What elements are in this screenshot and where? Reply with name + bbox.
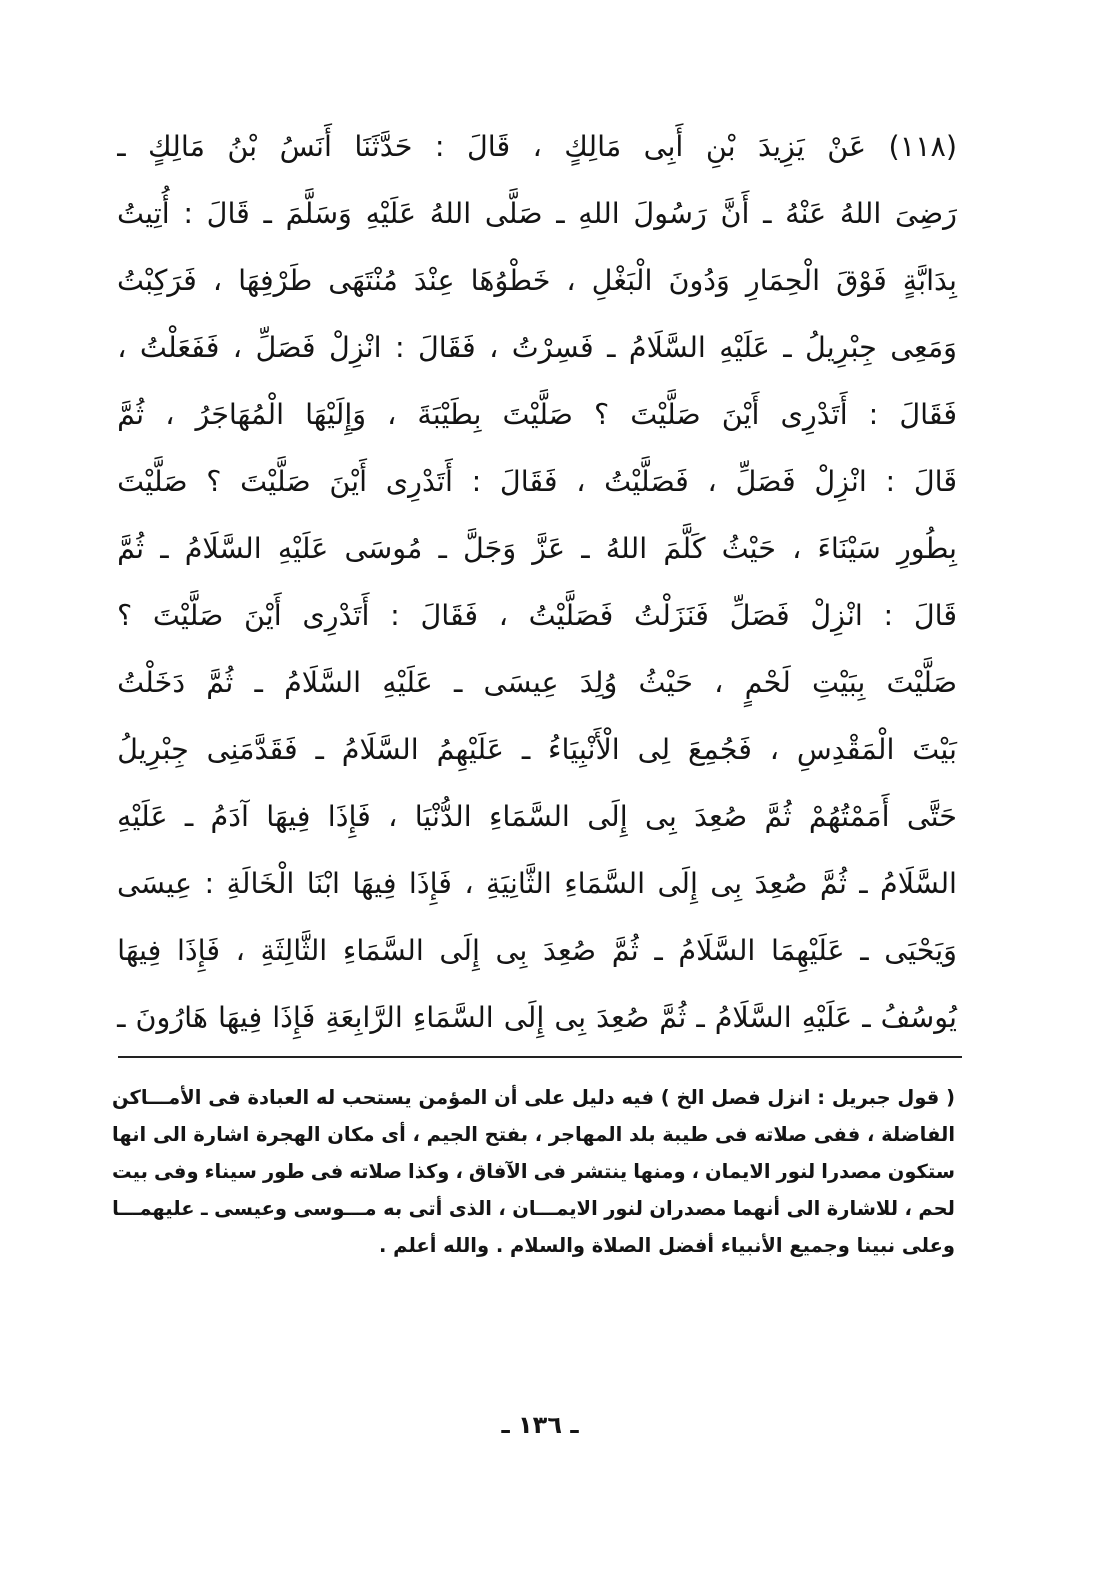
word: ـ (263, 195, 272, 230)
word: الأمـــاكن (112, 1086, 202, 1109)
word: الى (152, 1123, 187, 1146)
word: ـ (859, 865, 868, 900)
word: ـ (654, 932, 663, 967)
word: السَّلَامُ (714, 999, 792, 1034)
word: انْزِلْ (329, 329, 382, 364)
word: الدُّنْيَا (414, 798, 472, 833)
word: : (183, 195, 193, 230)
word: ، (489, 329, 499, 364)
word: لِى (637, 731, 671, 766)
word: طَرْفِهَا (238, 262, 313, 297)
word: لحم (918, 1197, 955, 1220)
word: يُوسُفُ (880, 999, 957, 1034)
word: أَيْنَ (721, 396, 760, 431)
word: : (817, 1086, 826, 1109)
word: فَفَعَلْتُ (139, 329, 220, 364)
word: فَصَلِّ (735, 463, 796, 498)
word: ثُمَّ (117, 396, 145, 431)
word: السَّمَاءِ (564, 865, 646, 900)
word: الْبَغْلِ (591, 262, 653, 297)
word: صَلَّيْتَ (117, 463, 188, 498)
word: مصدران (649, 1197, 727, 1220)
word: السَّلَامُ (678, 932, 756, 967)
word: بلد (628, 1123, 656, 1146)
text-line (117, 179, 957, 246)
word: الى (786, 1197, 821, 1220)
word: فَسِرْتُ (511, 329, 594, 364)
word: فَصَلَّيْتُ (604, 463, 689, 498)
word: : (883, 597, 894, 632)
word: ـ (763, 195, 772, 230)
word: به (383, 1197, 403, 1220)
word: أى (381, 1123, 406, 1146)
word: كَلَّمَ (663, 530, 706, 565)
word: عَزَّ (532, 530, 566, 565)
word: صُعِدَ (754, 865, 808, 900)
word: الثَّالِثَةِ (260, 932, 328, 967)
word: فِيهَا (117, 932, 162, 967)
word: عليهمـــا (112, 1197, 195, 1220)
word: وُلِدَ (579, 664, 618, 699)
word: على (524, 1086, 566, 1109)
word: الايمان (705, 1160, 771, 1183)
word: صَلَّيْتَ (152, 597, 224, 632)
word: فى (533, 1160, 567, 1183)
word: وَجَلَّ (462, 530, 517, 565)
text-line (117, 849, 957, 916)
word: جبريل (831, 1086, 891, 1109)
text-line (117, 715, 957, 782)
word: فَإِذَا (176, 932, 221, 967)
word: فَصَلِّ (255, 329, 316, 364)
word: ينتشر (572, 1160, 628, 1183)
word: صُعِدَ (694, 798, 748, 833)
word: انها (112, 1123, 147, 1146)
word: للاشارة (826, 1197, 899, 1220)
word: حَيْثُ (721, 530, 776, 565)
word: فَقَدَّمَنِى (206, 731, 298, 766)
word: فَوْقَ (836, 262, 887, 297)
word: عِيسَى (117, 865, 193, 900)
word: فصل (711, 1086, 761, 1109)
word: أَنَّ (720, 195, 750, 230)
word: انْزِلْ (810, 597, 863, 632)
word: فَإِذَا (272, 999, 316, 1034)
text-line (117, 648, 957, 715)
word: (١١٨) (888, 128, 957, 163)
word: ؟ (594, 396, 610, 431)
word: ، (769, 731, 779, 766)
word: جِبْرِيلُ (117, 731, 189, 766)
word: ، (232, 329, 243, 364)
word: عَلَيْهِ (117, 798, 168, 833)
word: السَّلَامُ (628, 329, 706, 364)
word: مصدرا (821, 1160, 882, 1183)
word: ؟ (117, 597, 133, 632)
word: عَلَيْهِ (382, 664, 433, 699)
word: ، (387, 396, 397, 431)
word: ، (412, 1123, 420, 1146)
page-number: ـ ١٣٦ ـ (501, 1411, 579, 1439)
word: السَّمَاءِ (412, 999, 494, 1034)
word: فى (715, 1123, 748, 1146)
word: بِبَيْتِ (811, 664, 866, 699)
word: يستحب (341, 1086, 412, 1109)
word: رَسُولَ (633, 195, 707, 230)
word: لنور (776, 1160, 816, 1183)
word: ، (691, 1160, 699, 1183)
word: أتى (408, 1197, 443, 1220)
footnote-divider (118, 1056, 962, 1058)
word: فَقَالَ (418, 329, 476, 364)
word: ، (117, 329, 127, 364)
word: الجيم (426, 1123, 478, 1146)
word: إِلَى (503, 999, 545, 1034)
word: بفتح (484, 1123, 529, 1146)
word: مُوسَى (344, 530, 423, 565)
word: أَيْنَ (244, 597, 282, 632)
word: الْحِمَارِ (745, 262, 821, 297)
word: الآفاق (468, 1160, 528, 1183)
word: حَتَّى (906, 798, 957, 833)
word: مَالِكٍ (564, 128, 622, 163)
word: سَيْنَاءَ (817, 530, 881, 565)
word: أَتَدْرِى (780, 396, 848, 431)
word: المهاجر (548, 1123, 623, 1146)
word: فِيهَا (266, 798, 311, 833)
word: لنور (604, 1197, 643, 1220)
word: اللهُ (605, 530, 648, 565)
word: وعيسى (214, 1197, 288, 1220)
word: قَالَ (466, 128, 511, 163)
word: أَتَدْرِى (385, 463, 453, 498)
word: ؟ (206, 463, 222, 498)
word: عَلَيْهِ (801, 999, 853, 1034)
word: فَقَالَ (499, 463, 558, 498)
word: ( (946, 1086, 955, 1109)
word: فى (310, 1160, 344, 1183)
word: عِيسَى (483, 664, 559, 699)
word: ابْنَا (306, 865, 340, 900)
word: ، (212, 262, 223, 297)
word: خَطْوُهَا (470, 262, 551, 297)
word: طور (262, 1160, 305, 1183)
footnote-line (112, 1153, 955, 1190)
word: قَالَ (206, 195, 250, 230)
word: الْمُهَاجَرُ (195, 396, 285, 431)
word: بِدَابَّةٍ (902, 262, 957, 297)
word: العبادة (247, 1086, 310, 1109)
word: فَصَلَّيْتُ (528, 597, 614, 632)
word: فَجُمِعَ (687, 731, 752, 766)
word: : (434, 128, 445, 163)
text-line (117, 380, 957, 447)
word: قَالَ (913, 463, 957, 498)
word: اللهِ (578, 195, 620, 230)
word: ـ (200, 1197, 208, 1220)
word: صَلَّى (484, 195, 543, 230)
word: فِيهَا (217, 999, 263, 1034)
word: ، (165, 396, 175, 431)
word: مُنْتَهَى (328, 262, 398, 297)
word: وَمَعِى (890, 329, 957, 364)
word: ، (464, 865, 474, 900)
word: ـ (438, 530, 447, 565)
word: ـ (862, 999, 871, 1034)
word: ـ (117, 999, 126, 1034)
word: : (885, 463, 896, 498)
word: ـ (453, 664, 463, 699)
text-line (117, 112, 957, 179)
word: ـ (315, 731, 324, 766)
word: الخ (676, 1086, 705, 1109)
hadith-text (117, 112, 957, 1050)
word: إِلَى (587, 798, 628, 833)
word: السَّلَامُ (880, 865, 957, 900)
word: انْزِلْ (814, 463, 867, 498)
word: ـ (184, 798, 194, 833)
word: ستكون (887, 1160, 955, 1183)
word: أَتَدْرِى (302, 597, 370, 632)
word: ـ (160, 530, 169, 565)
word: : (868, 396, 879, 431)
word: ثُمَّ (117, 530, 145, 565)
word: وَيَحْيَى (884, 932, 957, 967)
word: الثَّانِيَةِ (485, 865, 552, 900)
word: فَرَكِبْتُ (117, 262, 197, 297)
word: الفاضلة (881, 1123, 955, 1146)
word: فيه (621, 1086, 654, 1109)
word: انزل (767, 1086, 811, 1109)
word: بْنِ (705, 128, 736, 163)
word: صَلَّيْتَ (886, 664, 957, 699)
word: ـ (860, 932, 869, 967)
word: ، (707, 463, 717, 498)
word: المؤمن (418, 1086, 488, 1109)
word: فَإِذَا (327, 798, 371, 833)
word: فَقَالَ (899, 396, 957, 431)
word: الْخَالَةِ (226, 865, 295, 900)
word: صَلَّيْتَ (240, 463, 311, 498)
word: ، (904, 1197, 912, 1220)
word: اللهُ (839, 195, 882, 230)
word: صلاته (349, 1160, 403, 1183)
word: ـ (607, 329, 616, 364)
word: مـــوسى (293, 1197, 377, 1220)
word: الهجرة (255, 1123, 321, 1146)
word: حَيْثُ (638, 664, 693, 699)
word: ـ (556, 195, 565, 230)
word: عَلَيْهِ (365, 195, 417, 230)
word: بِى (495, 932, 528, 967)
word: ، (532, 128, 542, 163)
word: أَبِى (643, 128, 684, 163)
word: عَلَيْهِ (719, 329, 770, 364)
footnote-line-last: وعلى نبينا وجميع الأنبياء أفضل الصلاة والسلام . والله أعلم . (378, 1234, 955, 1257)
word: عِنْدَ (413, 262, 455, 297)
word: مَالِكٍ (148, 128, 205, 163)
word: عَنْهُ (785, 195, 827, 230)
word: ـ (783, 329, 792, 364)
word: ـ (521, 731, 531, 766)
word: ثُمَّ (611, 932, 639, 967)
word: بَيْتَ (912, 731, 957, 766)
word: ، (235, 932, 245, 967)
word: اشارة (193, 1123, 250, 1146)
word: ثُمَّ (206, 664, 234, 699)
word: بِطَيْبَةَ (417, 396, 482, 431)
word: عَلَيْهِمُ (436, 731, 504, 766)
text-line (117, 514, 957, 581)
footnote-line (112, 1079, 955, 1116)
word: : (394, 329, 405, 364)
text-line (117, 983, 957, 1050)
word: وَسَلَّمَ (285, 195, 352, 230)
word: وفى (153, 1160, 199, 1183)
word: ، (534, 1123, 543, 1146)
word: فَنَزَلْتُ (634, 597, 709, 632)
word: أن (494, 1086, 518, 1109)
word: السَّمَاءِ (488, 798, 570, 833)
word: له (316, 1086, 336, 1109)
word: مكان (327, 1123, 375, 1146)
word: وَإِلَيْهَا (305, 396, 367, 431)
word: ، (498, 1197, 506, 1220)
word: يَزِيدَ (758, 128, 805, 163)
word: الذى (448, 1197, 492, 1220)
word: ، (566, 262, 576, 297)
word: أَنَسُ (279, 128, 332, 163)
word: الْأَنْبِيَاءُ (548, 731, 620, 766)
word: : (204, 865, 215, 900)
text-line (117, 782, 957, 849)
word: عَلَيْهِمَا (771, 932, 845, 967)
word: ـ (581, 530, 590, 565)
word: ، (455, 1160, 463, 1183)
word: ومنها (633, 1160, 686, 1183)
word: سيناء (204, 1160, 257, 1183)
word: فى (208, 1086, 241, 1109)
word: ، (388, 798, 398, 833)
word: دَخَلْتُ (117, 664, 186, 699)
word: رَضِىَ (895, 195, 957, 230)
word: الرَّابِعَةِ (325, 999, 403, 1034)
word: آدَمُ (210, 798, 249, 833)
word: صُعِدَ (596, 999, 650, 1034)
word: صُعِدَ (542, 932, 597, 967)
word: فَقَالَ (420, 597, 479, 632)
word: ، (792, 530, 802, 565)
word: هَارُونَ (135, 999, 208, 1034)
word: ـ (117, 128, 126, 163)
word: فَإِذَا (408, 865, 452, 900)
word: فَصَلِّ (729, 597, 790, 632)
word: ، (498, 597, 508, 632)
word: عَنْ (827, 128, 867, 163)
word: السَّمَاءِ (342, 932, 424, 967)
footnote-line (112, 1190, 955, 1227)
word: الايمـــان (512, 1197, 598, 1220)
word: بِى (645, 798, 677, 833)
word: صلاته (754, 1123, 807, 1146)
word: أَمَمْتُهُمْ (808, 798, 890, 833)
word: ثُمَّ (764, 798, 792, 833)
word: إِلَى (657, 865, 698, 900)
word: قول (897, 1086, 940, 1109)
word: بِى (554, 999, 587, 1034)
word: أنهما (732, 1197, 781, 1220)
word: وَدُونَ (668, 262, 730, 297)
text-line (117, 246, 957, 313)
footnote-line (112, 1116, 955, 1153)
word: ـ (254, 664, 263, 699)
word: ثُمَّ (659, 999, 687, 1034)
word: اللهُ (429, 195, 472, 230)
word: إِلَى (439, 932, 480, 967)
word: السَّلَامُ (184, 530, 262, 565)
word: عَلَيْهِ (277, 530, 329, 565)
word: ـ (696, 999, 705, 1034)
word: فِيهَا (352, 865, 397, 900)
word: ، (576, 463, 586, 498)
word: صَلَّيْتَ (502, 396, 573, 431)
text-line (117, 581, 957, 648)
word: قَالَ (913, 597, 957, 632)
word: السَّلَامُ (284, 664, 362, 699)
text-line (117, 447, 957, 514)
word: ، (714, 664, 724, 699)
word: : (471, 463, 482, 498)
word: جِبْرِيلُ (805, 329, 877, 364)
word: السَّلَامُ (341, 731, 419, 766)
word: : (390, 597, 400, 632)
word: ففى (813, 1123, 861, 1146)
word: حَدَّثَنَا (354, 128, 413, 163)
word: بيت (112, 1160, 148, 1183)
word: أَيْنَ (329, 463, 368, 498)
word: ) (660, 1086, 670, 1109)
text-line (117, 313, 957, 380)
word: بِى (710, 865, 743, 900)
word: دليل (572, 1086, 615, 1109)
word: بِطُورِ (896, 530, 957, 565)
word: أُتِيتُ (117, 195, 170, 230)
footnote (112, 1079, 955, 1264)
word: بْنُ (227, 128, 258, 163)
word: وكذا (408, 1160, 450, 1183)
word: ثُمَّ (819, 865, 847, 900)
text-line (117, 916, 957, 983)
word: ، (866, 1123, 875, 1146)
word: طيبة (662, 1123, 709, 1146)
word: الْمَقْدِسِ (796, 731, 895, 766)
word: لَحْمٍ (744, 664, 791, 699)
word: صَلَّيْتَ (630, 396, 701, 431)
